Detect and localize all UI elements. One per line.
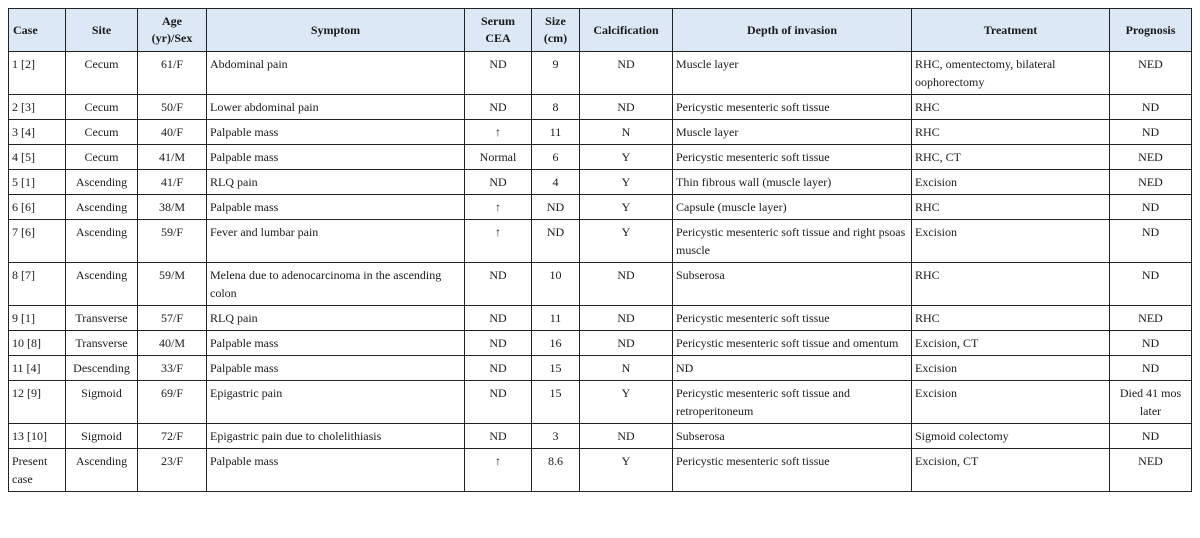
table-cell: 2 [3] <box>9 95 66 120</box>
table-cell: RHC, omentectomy, bilateral oophorectomy <box>912 52 1110 95</box>
table-cell: ND <box>532 195 580 220</box>
table-cell: 38/M <box>138 195 207 220</box>
header-cell: Size (cm) <box>532 9 580 52</box>
table-cell: 4 <box>532 170 580 195</box>
table-cell: Capsule (muscle layer) <box>673 195 912 220</box>
table-cell: NED <box>1110 306 1192 331</box>
table-cell: 41/M <box>138 145 207 170</box>
table-cell: ND <box>465 331 532 356</box>
table-cell: Sigmoid colectomy <box>912 424 1110 449</box>
table-body <box>9 52 1192 492</box>
table-cell: ND <box>1110 120 1192 145</box>
case-table <box>8 8 1192 492</box>
table-cell: Palpable mass <box>207 356 465 381</box>
table-cell: Excision, CT <box>912 449 1110 492</box>
table-cell: ND <box>1110 263 1192 306</box>
table-cell: Normal <box>465 145 532 170</box>
table-cell: Ascending <box>66 263 138 306</box>
table-cell: ↑ <box>465 449 532 492</box>
table-cell: Excision <box>912 170 1110 195</box>
table-cell: 15 <box>532 356 580 381</box>
table-cell: Excision <box>912 220 1110 263</box>
table-cell: 61/F <box>138 52 207 95</box>
table-cell: Ascending <box>66 449 138 492</box>
table-cell: 11 <box>532 120 580 145</box>
table-cell: Y <box>580 170 673 195</box>
table-cell: N <box>580 120 673 145</box>
table-cell: Ascending <box>66 195 138 220</box>
table-cell: 40/M <box>138 331 207 356</box>
table-cell: ND <box>1110 195 1192 220</box>
header-cell: Symptom <box>207 9 465 52</box>
table-row <box>9 424 1192 449</box>
table-cell: ND <box>532 220 580 263</box>
header-cell: Serum CEA <box>465 9 532 52</box>
table-cell: 3 <box>532 424 580 449</box>
table-cell: Y <box>580 381 673 424</box>
table-cell: 11 <box>532 306 580 331</box>
table-cell: Pericystic mesenteric soft tissue <box>673 449 912 492</box>
table-row <box>9 263 1192 306</box>
table-cell: ND <box>1110 95 1192 120</box>
table-cell: ↑ <box>465 220 532 263</box>
table-cell: ↑ <box>465 195 532 220</box>
table-cell: Descending <box>66 356 138 381</box>
table-cell: RLQ pain <box>207 306 465 331</box>
table-cell: 4 [5] <box>9 145 66 170</box>
table-cell: ND <box>580 263 673 306</box>
table-cell: Y <box>580 449 673 492</box>
table-row <box>9 220 1192 263</box>
table-cell: Pericystic mesenteric soft tissue and retroperitoneum <box>673 381 912 424</box>
table-cell: NED <box>1110 145 1192 170</box>
table-cell: Present case <box>9 449 66 492</box>
header-cell: Treatment <box>912 9 1110 52</box>
table-cell: ND <box>465 424 532 449</box>
table-cell: ND <box>1110 220 1192 263</box>
table-cell: ND <box>1110 356 1192 381</box>
table-cell: 8.6 <box>532 449 580 492</box>
table-cell: Muscle layer <box>673 120 912 145</box>
table-cell: Palpable mass <box>207 331 465 356</box>
table-cell: 15 <box>532 381 580 424</box>
table-cell: 23/F <box>138 449 207 492</box>
table-cell: 33/F <box>138 356 207 381</box>
header-cell: Site <box>66 9 138 52</box>
table-cell: Melena due to adenocarcinoma in the ascending colon <box>207 263 465 306</box>
table-cell: ↑ <box>465 120 532 145</box>
table-cell: Subserosa <box>673 424 912 449</box>
table-cell: 9 <box>532 52 580 95</box>
table-row <box>9 95 1192 120</box>
table-cell: RHC, CT <box>912 145 1110 170</box>
table-cell: 72/F <box>138 424 207 449</box>
table-cell: 10 [8] <box>9 331 66 356</box>
table-cell: Palpable mass <box>207 145 465 170</box>
header-row <box>9 9 1192 52</box>
table-cell: ND <box>465 170 532 195</box>
table-row <box>9 170 1192 195</box>
table-row <box>9 381 1192 424</box>
table-cell: N <box>580 356 673 381</box>
table-cell: 8 <box>532 95 580 120</box>
table-cell: Y <box>580 220 673 263</box>
header-cell: Prognosis <box>1110 9 1192 52</box>
header-cell: Age (yr)/Sex <box>138 9 207 52</box>
table-cell: ND <box>465 356 532 381</box>
table-cell: 57/F <box>138 306 207 331</box>
table-cell: Lower abdominal pain <box>207 95 465 120</box>
table-cell: Cecum <box>66 52 138 95</box>
table-cell: 5 [1] <box>9 170 66 195</box>
table-cell: ND <box>580 331 673 356</box>
table-cell: ND <box>580 52 673 95</box>
table-cell: NED <box>1110 449 1192 492</box>
table-cell: Pericystic mesenteric soft tissue and right psoas muscle <box>673 220 912 263</box>
table-row <box>9 195 1192 220</box>
table-cell: Transverse <box>66 331 138 356</box>
table-cell: ND <box>465 263 532 306</box>
table-cell: Pericystic mesenteric soft tissue <box>673 145 912 170</box>
table-cell: ND <box>673 356 912 381</box>
table-cell: ND <box>580 95 673 120</box>
table-cell: Muscle layer <box>673 52 912 95</box>
table-cell: ND <box>1110 331 1192 356</box>
table-cell: 41/F <box>138 170 207 195</box>
table-cell: 16 <box>532 331 580 356</box>
table-cell: 59/M <box>138 263 207 306</box>
header-cell: Depth of invasion <box>673 9 912 52</box>
table-cell: RHC <box>912 195 1110 220</box>
table-cell: 1 [2] <box>9 52 66 95</box>
table-cell: ND <box>580 306 673 331</box>
table-row <box>9 306 1192 331</box>
table-row <box>9 120 1192 145</box>
table-cell: ND <box>465 306 532 331</box>
table-cell: Ascending <box>66 170 138 195</box>
table-cell: 8 [7] <box>9 263 66 306</box>
table-cell: ND <box>465 381 532 424</box>
table-cell: Excision <box>912 381 1110 424</box>
table-cell: 6 <box>532 145 580 170</box>
table-cell: RHC <box>912 306 1110 331</box>
table-cell: 3 [4] <box>9 120 66 145</box>
table-cell: NED <box>1110 52 1192 95</box>
header-cell: Calcification <box>580 9 673 52</box>
table-cell: RLQ pain <box>207 170 465 195</box>
table-cell: Sigmoid <box>66 424 138 449</box>
table-cell: Epigastric pain due to cholelithiasis <box>207 424 465 449</box>
table-cell: Pericystic mesenteric soft tissue and omentum <box>673 331 912 356</box>
table-row <box>9 331 1192 356</box>
table-cell: 10 <box>532 263 580 306</box>
table-cell: Sigmoid <box>66 381 138 424</box>
table-cell: Fever and lumbar pain <box>207 220 465 263</box>
table-cell: 6 [6] <box>9 195 66 220</box>
table-cell: Y <box>580 145 673 170</box>
table-cell: ND <box>465 95 532 120</box>
table-cell: 7 [6] <box>9 220 66 263</box>
table-cell: RHC <box>912 120 1110 145</box>
table-cell: ND <box>1110 424 1192 449</box>
table-cell: Cecum <box>66 145 138 170</box>
table-cell: Ascending <box>66 220 138 263</box>
header-cell: Case <box>9 9 66 52</box>
table-cell: 12 [9] <box>9 381 66 424</box>
table-cell: Palpable mass <box>207 195 465 220</box>
table-cell: NED <box>1110 170 1192 195</box>
table-cell: 13 [10] <box>9 424 66 449</box>
table-cell: ND <box>580 424 673 449</box>
table-cell: Pericystic mesenteric soft tissue <box>673 306 912 331</box>
table-cell: ND <box>465 52 532 95</box>
table-cell: 11 [4] <box>9 356 66 381</box>
table-cell: Thin fibrous wall (muscle layer) <box>673 170 912 195</box>
table-row <box>9 52 1192 95</box>
table-cell: 69/F <box>138 381 207 424</box>
table-cell: Died 41 mos later <box>1110 381 1192 424</box>
table-cell: Abdominal pain <box>207 52 465 95</box>
table-row <box>9 449 1192 492</box>
table-cell: Transverse <box>66 306 138 331</box>
table-row <box>9 145 1192 170</box>
table-cell: Y <box>580 195 673 220</box>
table-cell: RHC <box>912 95 1110 120</box>
table-cell: 40/F <box>138 120 207 145</box>
table-cell: RHC <box>912 263 1110 306</box>
table-cell: Pericystic mesenteric soft tissue <box>673 95 912 120</box>
table-cell: Cecum <box>66 95 138 120</box>
table-cell: Subserosa <box>673 263 912 306</box>
table-row <box>9 356 1192 381</box>
table-cell: Epigastric pain <box>207 381 465 424</box>
table-cell: Excision, CT <box>912 331 1110 356</box>
table-cell: Palpable mass <box>207 120 465 145</box>
table-cell: Cecum <box>66 120 138 145</box>
table-cell: Excision <box>912 356 1110 381</box>
table-cell: Palpable mass <box>207 449 465 492</box>
table-cell: 9 [1] <box>9 306 66 331</box>
table-cell: 59/F <box>138 220 207 263</box>
table-cell: 50/F <box>138 95 207 120</box>
